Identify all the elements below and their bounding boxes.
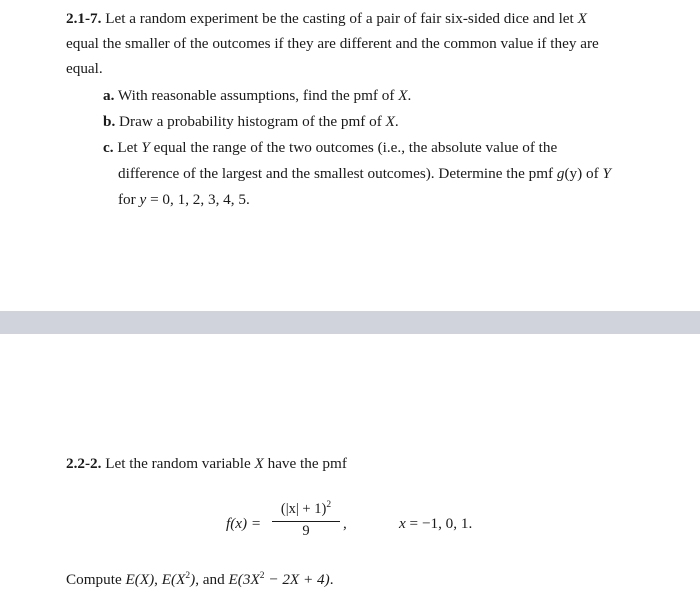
formula-numerator: $(|x| + 1)^2$	[280, 500, 332, 517]
formula-comma: ,	[343, 515, 347, 532]
problem-2-1-7-line-1: 2.1-7. Let a random experiment be the casting of a pair of fair six-sided dice and let X	[66, 10, 587, 27]
formula-denominator: 9	[302, 523, 310, 539]
part-c-line-2: difference of the largest and the smallest outcomes). Determine the pmf g(y) of Y	[118, 165, 611, 182]
problem-2-1-7-line-3: equal.	[66, 60, 103, 77]
formula-support: x = −1, 0, 1.	[399, 515, 473, 532]
problem-2-1-7-line-2: equal the smaller of the outcomes if they are different and the common value if they are	[66, 35, 599, 52]
fraction-bar	[272, 521, 340, 522]
part-a: a. With reasonable assumptions, find the pmf of X.	[103, 87, 412, 104]
part-c-line-1: c. Let Y equal the range of the two outcomes (i.e., the absolute value of the	[103, 139, 558, 156]
part-c-line-3: for y = 0, 1, 2, 3, 4, 5.	[118, 191, 250, 208]
compute-line: Compute E(X), $E(X^2)$, and $E(3X^2 - 2X + 4)$.	[66, 571, 334, 588]
problem-number: 2.1-7.	[66, 10, 102, 27]
formula-lhs: f(x) =	[226, 515, 262, 532]
part-b: b. Draw a probability histogram of the pmf of X.	[103, 113, 399, 130]
problem-2-2-2-intro: 2.2-2. Let the random variable X have the pmf	[66, 455, 347, 472]
part-a-label: a.	[103, 87, 115, 104]
part-b-label: b.	[103, 113, 116, 130]
page-divider	[0, 311, 700, 334]
part-c-label: c.	[103, 139, 114, 156]
problem-number: 2.2-2.	[66, 455, 102, 472]
